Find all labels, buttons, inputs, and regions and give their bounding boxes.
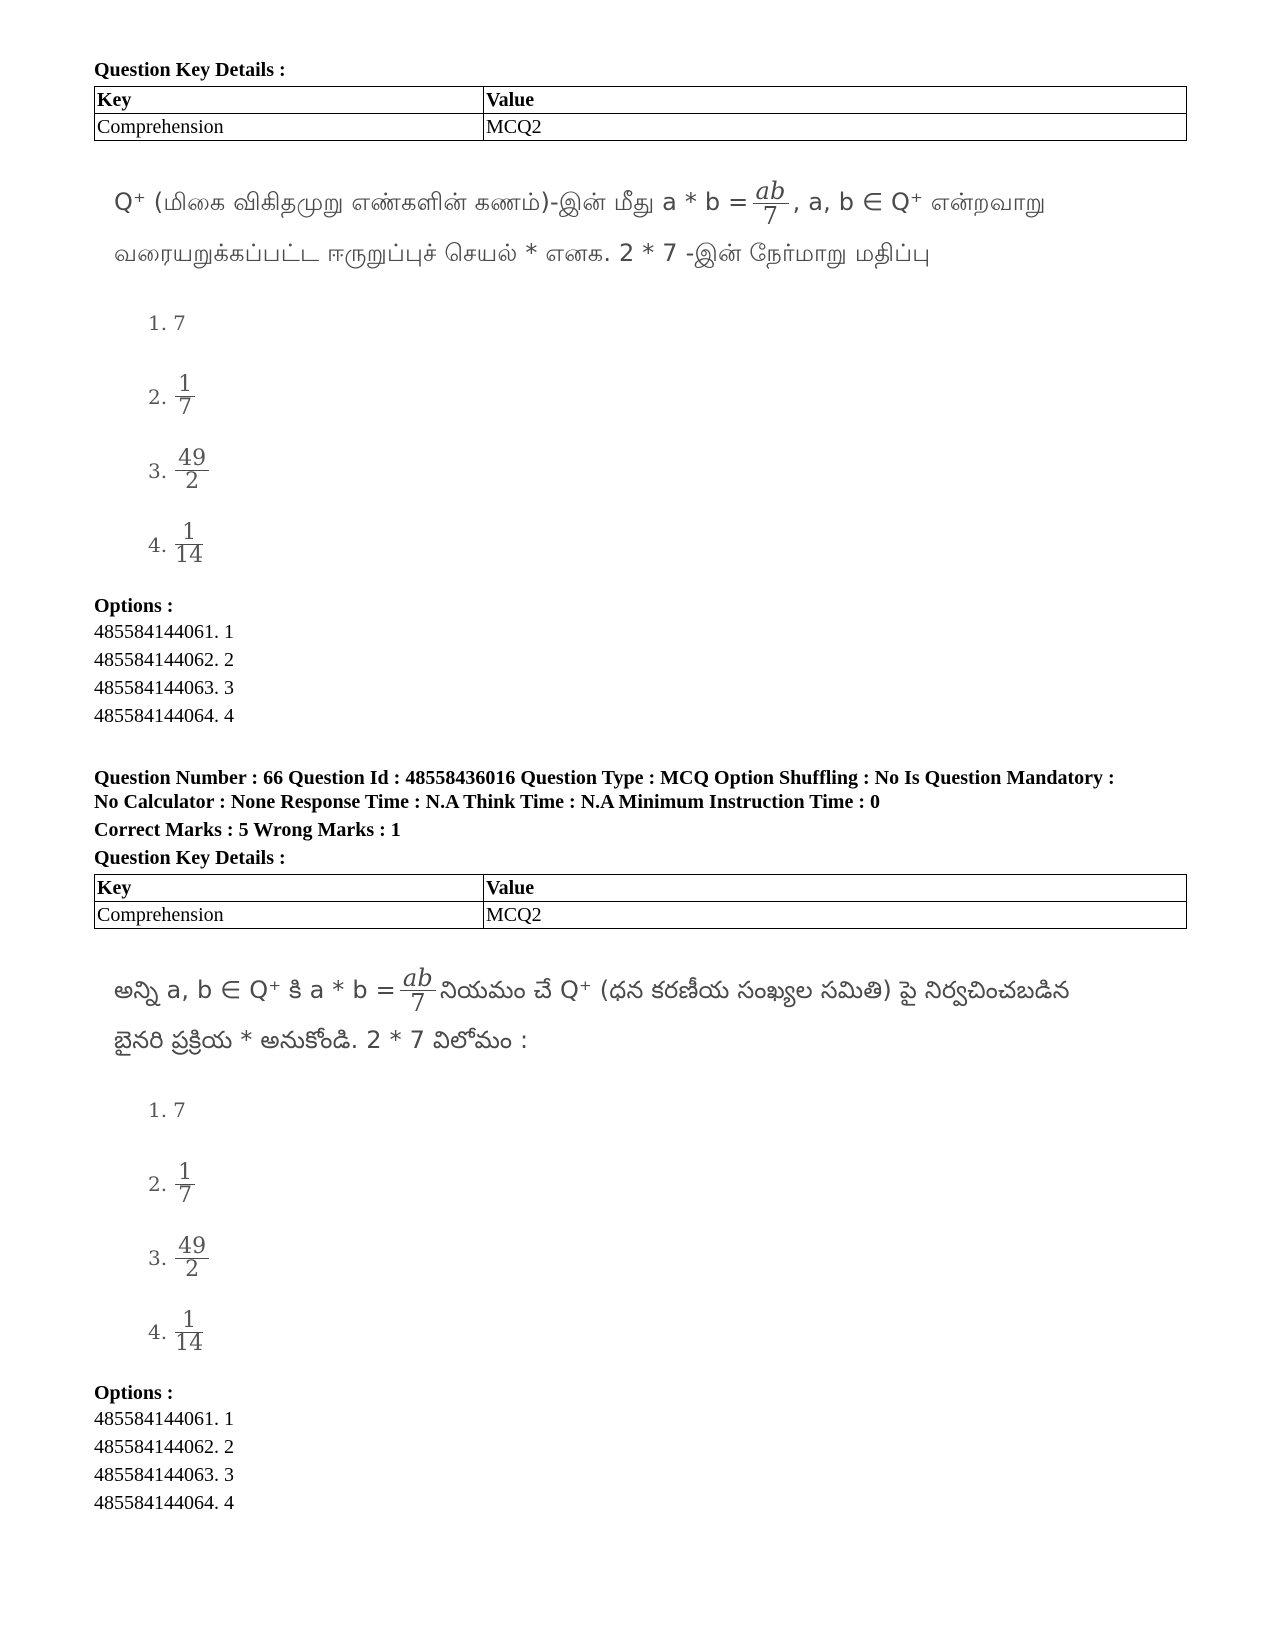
choice-fraction (175, 374, 195, 419)
choice-4 (148, 508, 1187, 582)
fraction-denominator: 7 (178, 1182, 193, 1208)
question-header-line-1: Question Number : 66 Question Id : 48558436016 Question Type : MCQ Option Shuffling : No Is Question Mandatory : (94, 766, 1115, 789)
choice-value: 7 (173, 1098, 186, 1122)
choice-1 (148, 286, 1187, 360)
table-row (95, 901, 1187, 928)
fraction-numerator: ab (753, 179, 789, 204)
fraction-numerator: 1 (175, 1162, 195, 1185)
fraction (753, 176, 789, 230)
option-item: 485584144064. 4 (94, 1492, 234, 1514)
option-item: 485584144064. 4 (94, 704, 234, 727)
question-image (114, 177, 1187, 582)
options-label: Options : (94, 594, 174, 617)
choices-list (148, 1073, 1187, 1369)
question-header-line-2: No Calculator : None Response Time : N.A Think Time : N.A Minimum Instruction Time : 0 (94, 790, 880, 813)
options-label: Options : (94, 1382, 174, 1404)
choice-label: 1. (148, 1098, 168, 1122)
table-cell-value: MCQ2 (484, 901, 1187, 928)
choice-1 (148, 1073, 1187, 1147)
key-details-table (94, 86, 1187, 141)
option-item: 485584144061. 1 (94, 1408, 234, 1430)
question-text-pre: అన్ని a, b ∈ Q⁺ కి a * b = (114, 975, 396, 1004)
options-section (94, 1381, 1187, 1517)
fraction-denominator: 2 (185, 1256, 200, 1282)
choice-label: 3. (148, 458, 168, 483)
choice-value: 7 (173, 310, 186, 335)
fraction-denominator: 7 (178, 395, 193, 420)
choice-3 (148, 1221, 1187, 1295)
question-line-1 (114, 965, 1187, 1016)
question-line-2: బైనరి ప్రక్రియ * అనుకోండి. 2 * 7 విలోమం : (114, 1026, 529, 1054)
choice-label: 2. (148, 1172, 168, 1196)
question-image (114, 965, 1187, 1370)
table-cell-key: Comprehension (95, 901, 484, 928)
option-item: 485584144063. 3 (94, 676, 234, 699)
option-item: 485584144062. 2 (94, 648, 234, 671)
fraction-denominator: 2 (185, 469, 200, 494)
choice-fraction (175, 1159, 195, 1208)
key-details-label: Question Key Details : (94, 846, 286, 869)
fraction (400, 966, 436, 1015)
choice-label: 4. (148, 1320, 168, 1344)
question-line-2: வரையறுக்கப்பட்ட ஈருறுப்புச் செயல் * எனக. 2 * 7 -இன் நேர்மாறு மதிப்பு (114, 238, 931, 267)
question-block-65 (94, 58, 1187, 730)
table-header-value: Value (484, 87, 1187, 114)
table-header-key: Key (95, 87, 484, 114)
choice-fraction (175, 522, 203, 567)
table-header-key: Key (95, 874, 484, 901)
choice-fraction (175, 1233, 209, 1282)
question-text-pre: Q⁺ (மிகை விகிதமுறு எண்களின் கணம்)-இன் மீது a * b = (114, 188, 749, 216)
table-row (95, 114, 1187, 141)
options-section (94, 594, 1187, 730)
question-text-post: నియమం చే Q⁺ (ధన కరణీయ సంఖ్యల సమితి) పై నిర్వచించబడిన (439, 975, 1070, 1004)
choices-list (148, 286, 1187, 582)
table-cell-value: MCQ2 (484, 114, 1187, 141)
fraction-numerator: 49 (175, 448, 209, 471)
key-details-table (94, 874, 1187, 929)
options-list (94, 1405, 1187, 1517)
fraction-numerator: ab (400, 966, 436, 991)
choice-fraction (175, 1307, 204, 1356)
question-block-66 (94, 766, 1187, 1518)
table-header-row (95, 87, 1187, 114)
choice-label: 1. (148, 310, 168, 335)
table-header-row (95, 874, 1187, 901)
choice-label: 3. (148, 1246, 168, 1270)
fraction-numerator: 1 (175, 1310, 203, 1333)
options-list (94, 618, 1187, 730)
choice-label: 4. (148, 532, 168, 557)
fraction-numerator: 1 (175, 522, 203, 545)
fraction-denominator: 14 (175, 543, 204, 568)
option-item: 485584144061. 1 (94, 620, 234, 643)
choice-2 (148, 1147, 1187, 1221)
fraction-denominator: 14 (175, 1330, 204, 1356)
fraction-numerator: 49 (175, 1236, 209, 1259)
table-header-value: Value (484, 874, 1187, 901)
choice-2 (148, 360, 1187, 434)
marks-line: Correct Marks : 5 Wrong Marks : 1 (94, 818, 401, 841)
choice-4 (148, 1295, 1187, 1369)
choice-3 (148, 434, 1187, 508)
table-cell-key: Comprehension (95, 114, 484, 141)
document-page (94, 58, 1187, 1517)
fraction-denominator: 7 (762, 201, 779, 230)
option-item: 485584144063. 3 (94, 1464, 234, 1486)
option-item: 485584144062. 2 (94, 1436, 234, 1458)
fraction-numerator: 1 (175, 374, 195, 397)
question-text-post: , a, b ∈ Q⁺ என்றவாறு (792, 188, 1046, 216)
choice-fraction (175, 448, 209, 493)
fraction-denominator: 7 (410, 989, 426, 1017)
key-details-label: Question Key Details : (94, 59, 286, 81)
question-line-1 (114, 177, 1187, 228)
choice-label: 2. (148, 384, 168, 409)
